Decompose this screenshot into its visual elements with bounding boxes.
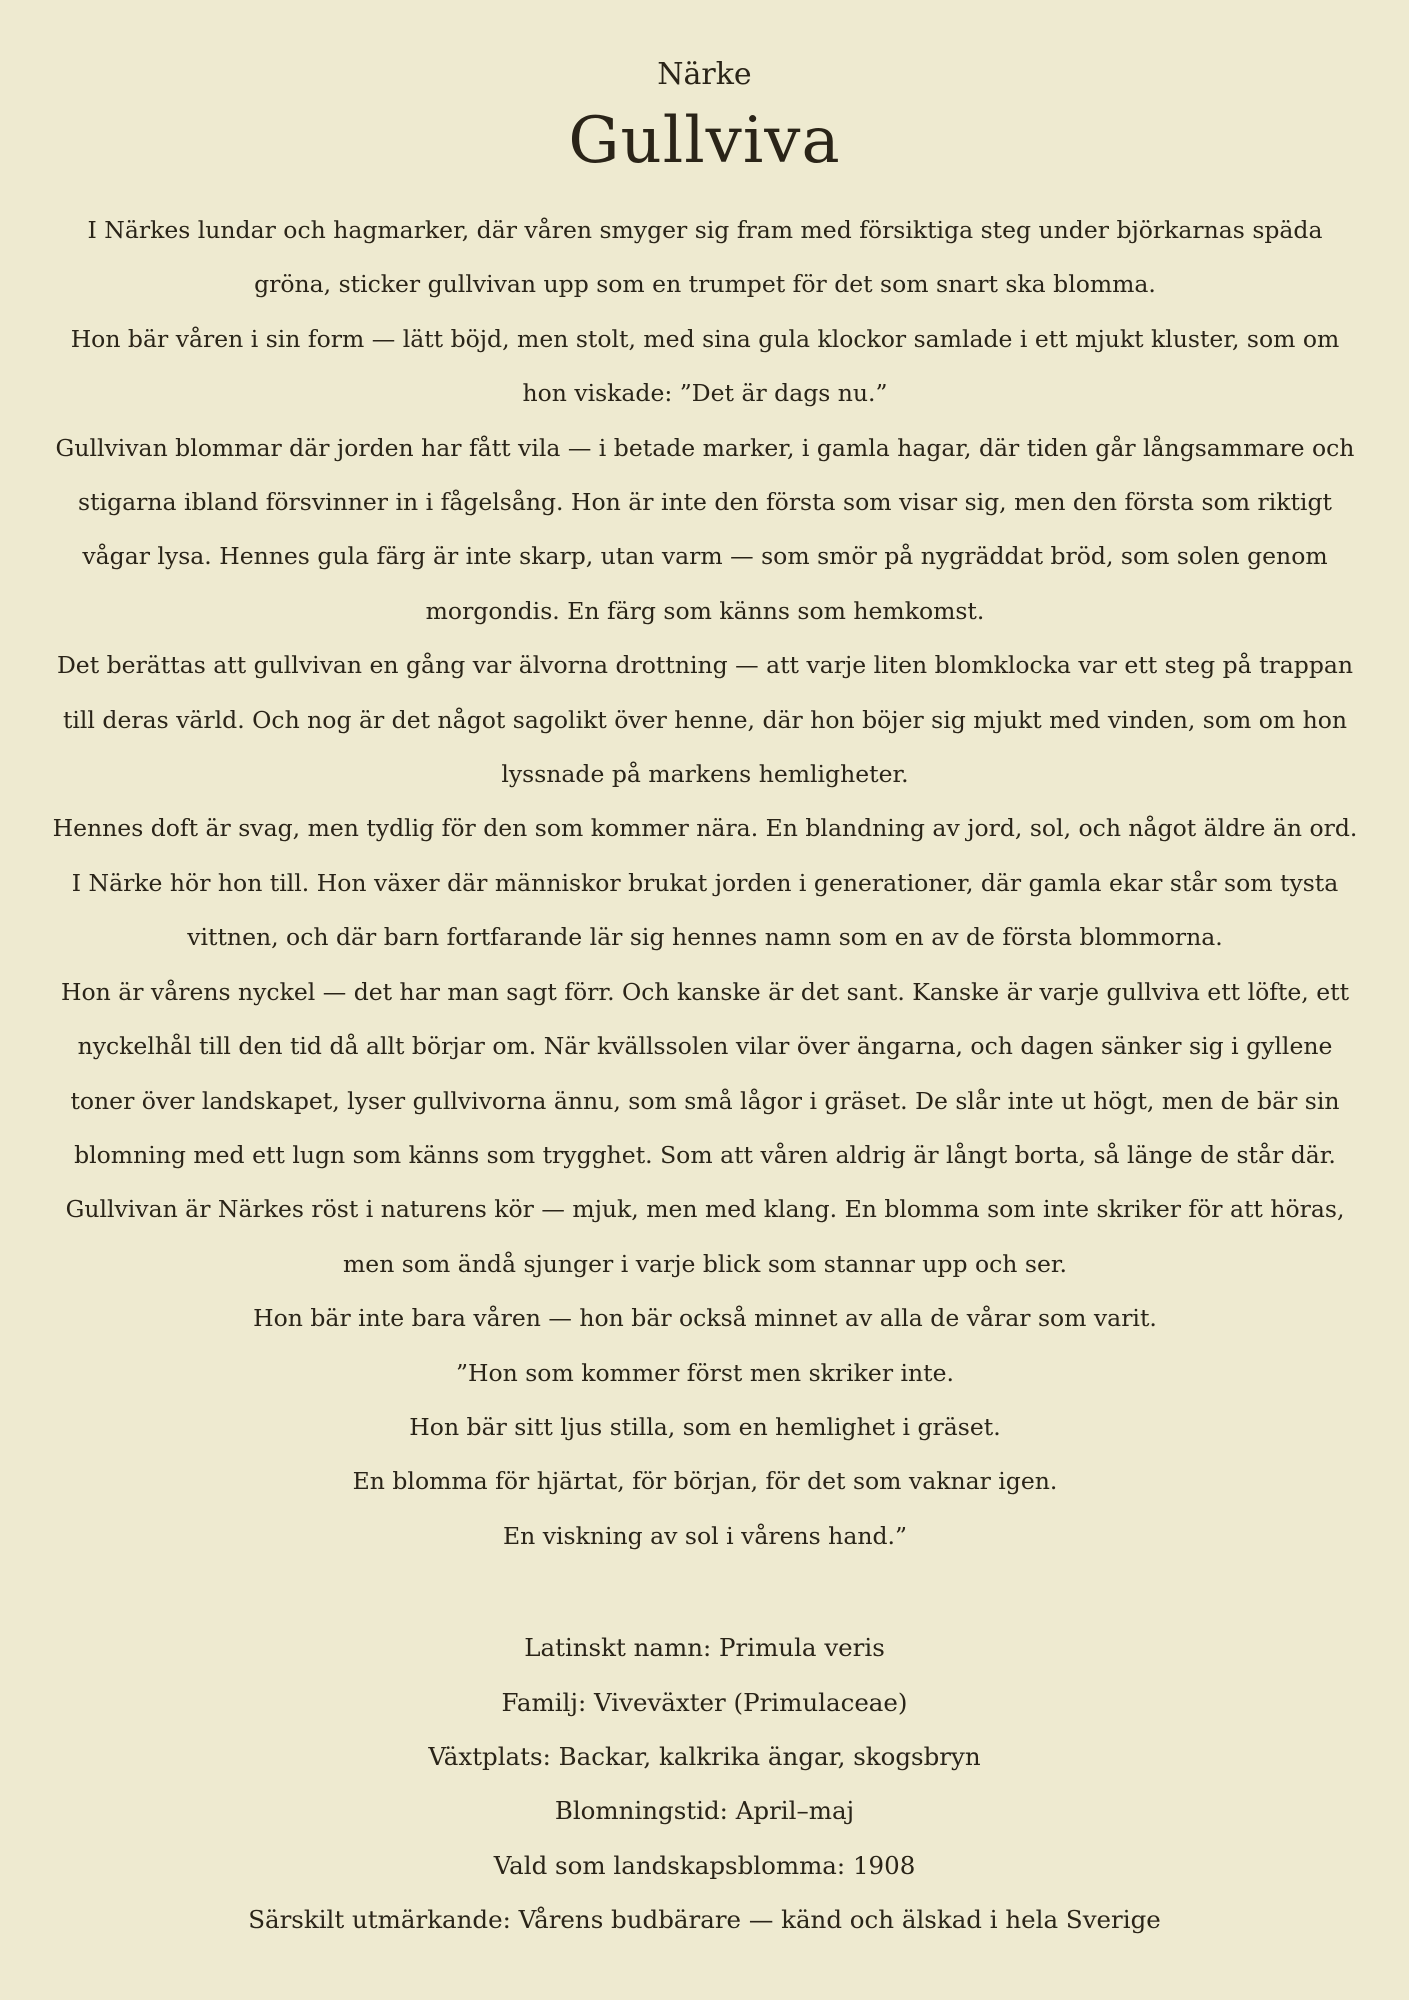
poem-line: En viskning av sol i vårens hand.” [503,1521,907,1550]
paragraph: Hon bär våren i sin form — lätt böjd, men stolt, med sina gula klockor samlade i ett mjukt kluster, som om hon viskade: ”Det är dags nu.” [70,324,1340,408]
poem-line: Hon bär sitt ljus stilla, som en hemlighet i gräset. [409,1412,1001,1441]
paragraph: Gullvivan blommar där jorden har fått vila — i betade marker, i gamla hagar, där tiden går långsammare och stigarna ibland försvinner in i fågelsång. Hon är inte den första som visar sig, men den första som riktigt vågar lysa. Hennes gula färg är inte skarp, utan varm — som smör på nygräddat bröd, som solen genom morgondis. En färg som känns som hemkomst. [55,433,1355,625]
region-name: Närke [657,57,752,92]
fact-latin-name: Latinskt namn: Primula veris [524,1633,885,1663]
paragraph: Gullvivan är Närkes röst i naturens kör — mjuk, men med klang. En blomma som inte skriker för att höras, [65,1195,1345,1224]
fact-habitat: Växtplats: Backar, kalkrika ängar, skogsbryn [428,1741,981,1771]
paragraph: I Närkes lundar och hagmarker, där våren smyger sig fram med försiktiga steg under björkarnas späda gröna, sticker gullvivan upp som en trumpet för det som snart ska blomma. [87,216,1323,299]
page-title: Gullviva [568,104,841,178]
fact-bloom-time: Blomningstid: April–maj [554,1796,855,1826]
facts-section [50,1621,1359,1947]
poem-line: En blomma för hjärtat, för början, för det som vaknar igen. [352,1467,1058,1496]
fact-special: Särskilt utmärkande: Vårens budbärare — känd och älskad i hela Sverige [248,1905,1161,1935]
paragraph: Hon är vårens nyckel — det har man sagt förr. Och kanske är det sant. Kanske är varje gullviva ett löfte, ett nyckelhål till den tid då allt börjar om. När kvällssolen vilar över ängarna, och dagen sänker sig i gyllene toner över landskapet, lyser gullvivorna ännu, som små lågor i gräset. De slår inte ut högt, men de bär sin blomning med ett lugn som känns som trygghet. Som att våren aldrig är långt borta, så länge de står där. [60,977,1350,1169]
fact-family: Familj: Viveväxter (Primulaceae) [501,1687,908,1717]
paragraph: Hon bär inte bara våren — hon bär också minnet av alla de vårar som varit. [253,1304,1157,1333]
body-text [50,203,1360,1563]
paragraph: Det berättas att gullvivan en gång var älvorna drottning — att varje liten blomklocka var ett steg på trappan till deras värld. Och nog är det något sagolikt över henne, där hon böjer sig mjukt med vinden, som om hon lyssnade på markens hemligheter. [56,651,1354,789]
paragraph: Hennes doft är svag, men tydlig för den som kommer nära. En blandning av jord, sol, och något äldre än ord. [52,814,1358,843]
poem-line: ”Hon som kommer först men skriker inte. [455,1358,954,1387]
paragraph: men som ändå sjunger i varje blick som stannar upp och ser. [343,1249,1067,1278]
paragraph: I Närke hör hon till. Hon växer där människor brukat jorden i generationer, där gamla ekar står som tysta vittnen, och där barn fortfarande lär sig hennes namn som en av de första blommorna. [71,868,1339,952]
fact-chosen-year: Vald som landskapsblomma: 1908 [493,1850,916,1880]
